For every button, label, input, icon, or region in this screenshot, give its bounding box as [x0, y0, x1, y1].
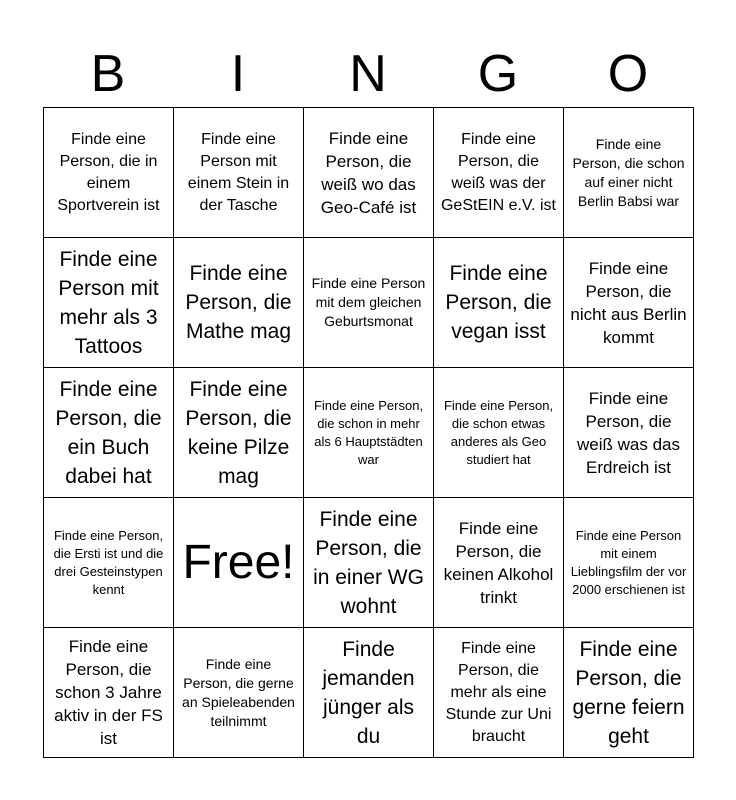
header-letter-o: O [607, 45, 649, 103]
bingo-header [43, 40, 693, 108]
bingo-cell[interactable]: Finde eine Person, die schon in mehr als 6 Hauptstädten war [304, 368, 434, 498]
bingo-cell[interactable]: Finde eine Person, die in einer WG wohnt [304, 498, 434, 628]
bingo-cell[interactable]: Finde eine Person, die keine Pilze mag [174, 368, 304, 498]
bingo-cell[interactable]: Finde eine Person, die in einem Sportverein ist [44, 108, 174, 238]
bingo-cell[interactable]: Finde eine Person mit dem gleichen Geburtsmonat [304, 238, 434, 368]
bingo-cell[interactable]: Finde eine Person, die schon auf einer nicht Berlin Babsi war [564, 108, 694, 238]
bingo-cell[interactable]: Finde eine Person, die Ersti ist und die drei Gesteinstypen kennt [44, 498, 174, 628]
bingo-cell[interactable]: Finde eine Person, die nicht aus Berlin kommt [564, 238, 694, 368]
header-letter-g: G [477, 45, 519, 103]
free-space[interactable]: Free! [174, 498, 304, 628]
bingo-cell[interactable]: Finde jemanden jünger als du [304, 628, 434, 758]
bingo-cell[interactable]: Finde eine Person, die keinen Alkohol trinkt [434, 498, 564, 628]
bingo-cell[interactable]: Finde eine Person, die vegan isst [434, 238, 564, 368]
bingo-cell[interactable]: Finde eine Person, die ein Buch dabei hat [44, 368, 174, 498]
header-letter-b: B [90, 45, 126, 103]
header-letter-i: I [230, 45, 246, 103]
bingo-cell[interactable]: Finde eine Person, die weiß was das Erdreich ist [564, 368, 694, 498]
bingo-cell[interactable]: Finde eine Person, die schon etwas anderes als Geo studiert hat [434, 368, 564, 498]
bingo-cell[interactable]: Finde eine Person, die weiß was der GeStEIN e.V. ist [434, 108, 564, 238]
bingo-cell[interactable]: Finde eine Person, die weiß wo das Geo-Café ist [304, 108, 434, 238]
header-letter-n: N [349, 45, 387, 103]
bingo-cell[interactable]: Finde eine Person mit einem Lieblingsfilm der vor 2000 erschienen ist [564, 498, 694, 628]
bingo-cell[interactable]: Finde eine Person mit einem Stein in der Tasche [174, 108, 304, 238]
bingo-cell[interactable]: Finde eine Person mit mehr als 3 Tattoos [44, 238, 174, 368]
bingo-cell[interactable]: Finde eine Person, die mehr als eine Stunde zur Uni braucht [434, 628, 564, 758]
bingo-cell[interactable]: Finde eine Person, die gerne an Spieleabenden teilnimmt [174, 628, 304, 758]
bingo-cell[interactable]: Finde eine Person, die Mathe mag [174, 238, 304, 368]
bingo-board [43, 107, 694, 758]
bingo-cell[interactable]: Finde eine Person, die gerne feiern geht [564, 628, 694, 758]
bingo-cell[interactable]: Finde eine Person, die schon 3 Jahre aktiv in der FS ist [44, 628, 174, 758]
